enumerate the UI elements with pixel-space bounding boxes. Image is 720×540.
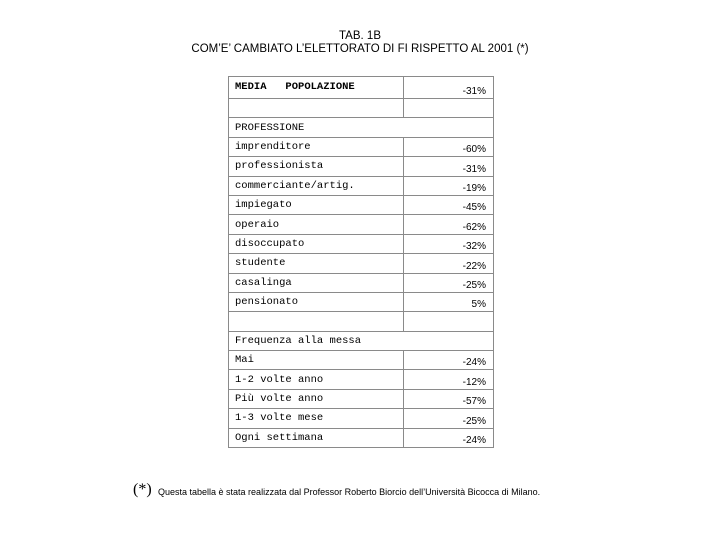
row-label: operaio	[229, 215, 404, 234]
row-label: 1-3 volte mese	[229, 409, 404, 428]
table-row	[229, 157, 494, 176]
table-row	[229, 137, 494, 156]
row-label: impiegato	[229, 195, 404, 214]
table-row	[229, 195, 494, 214]
row-label: studente	[229, 254, 404, 273]
table-row	[229, 234, 494, 253]
header-media: MEDIA	[235, 81, 267, 93]
row-label: professionista	[229, 157, 404, 176]
row-value: -31%	[404, 157, 494, 176]
table-row	[229, 389, 494, 408]
header-popolazione: POPOLAZIONE	[285, 81, 355, 93]
table-row	[229, 312, 494, 331]
table-row	[229, 77, 494, 99]
table-row	[229, 428, 494, 447]
table-row	[229, 99, 494, 118]
table-row	[229, 176, 494, 195]
header-label	[229, 77, 404, 99]
table-title: TAB. 1B	[339, 30, 381, 42]
table-row	[229, 215, 494, 234]
footnote-mark: (*)	[133, 481, 152, 498]
row-label: disoccupato	[229, 234, 404, 253]
empty-cell	[229, 99, 404, 118]
row-label: casalinga	[229, 273, 404, 292]
row-value: -22%	[404, 254, 494, 273]
row-label: Più volte anno	[229, 389, 404, 408]
row-value: -57%	[404, 389, 494, 408]
row-label: pensionato	[229, 292, 404, 311]
table-row	[229, 370, 494, 389]
row-value: -25%	[404, 409, 494, 428]
row-value: -25%	[404, 273, 494, 292]
table-row	[229, 273, 494, 292]
row-value: -32%	[404, 234, 494, 253]
table-row	[229, 118, 494, 137]
table-row	[229, 331, 494, 350]
row-label: commerciante/artig.	[229, 176, 404, 195]
table-row	[229, 409, 494, 428]
empty-cell	[229, 312, 404, 331]
row-value: -60%	[404, 137, 494, 156]
section-title-profession: PROFESSIONE	[229, 118, 494, 137]
empty-cell	[404, 99, 494, 118]
row-label: Ogni settimana	[229, 428, 404, 447]
table-row	[229, 254, 494, 273]
row-label: imprenditore	[229, 137, 404, 156]
row-value: -19%	[404, 176, 494, 195]
row-value: -45%	[404, 195, 494, 214]
header-value: -31%	[404, 77, 494, 99]
footnote-text: Questa tabella è stata realizzata dal Professor Roberto Biorcio dell’Università Bicocca di Milano.	[158, 487, 541, 497]
row-value: -24%	[404, 428, 494, 447]
row-value: -62%	[404, 215, 494, 234]
row-value: 5%	[404, 292, 494, 311]
row-label: 1-2 volte anno	[229, 370, 404, 389]
section-title-frequency: Frequenza alla messa	[229, 331, 494, 350]
table-subtitle: COM’E’ CAMBIATO L’ELETTORATO DI FI RISPETTO AL 2001 (*)	[191, 43, 529, 55]
data-table	[228, 76, 494, 448]
row-label: Mai	[229, 351, 404, 370]
table-row	[229, 351, 494, 370]
row-value: -24%	[404, 351, 494, 370]
empty-cell	[404, 312, 494, 331]
table-row	[229, 292, 494, 311]
row-value: -12%	[404, 370, 494, 389]
